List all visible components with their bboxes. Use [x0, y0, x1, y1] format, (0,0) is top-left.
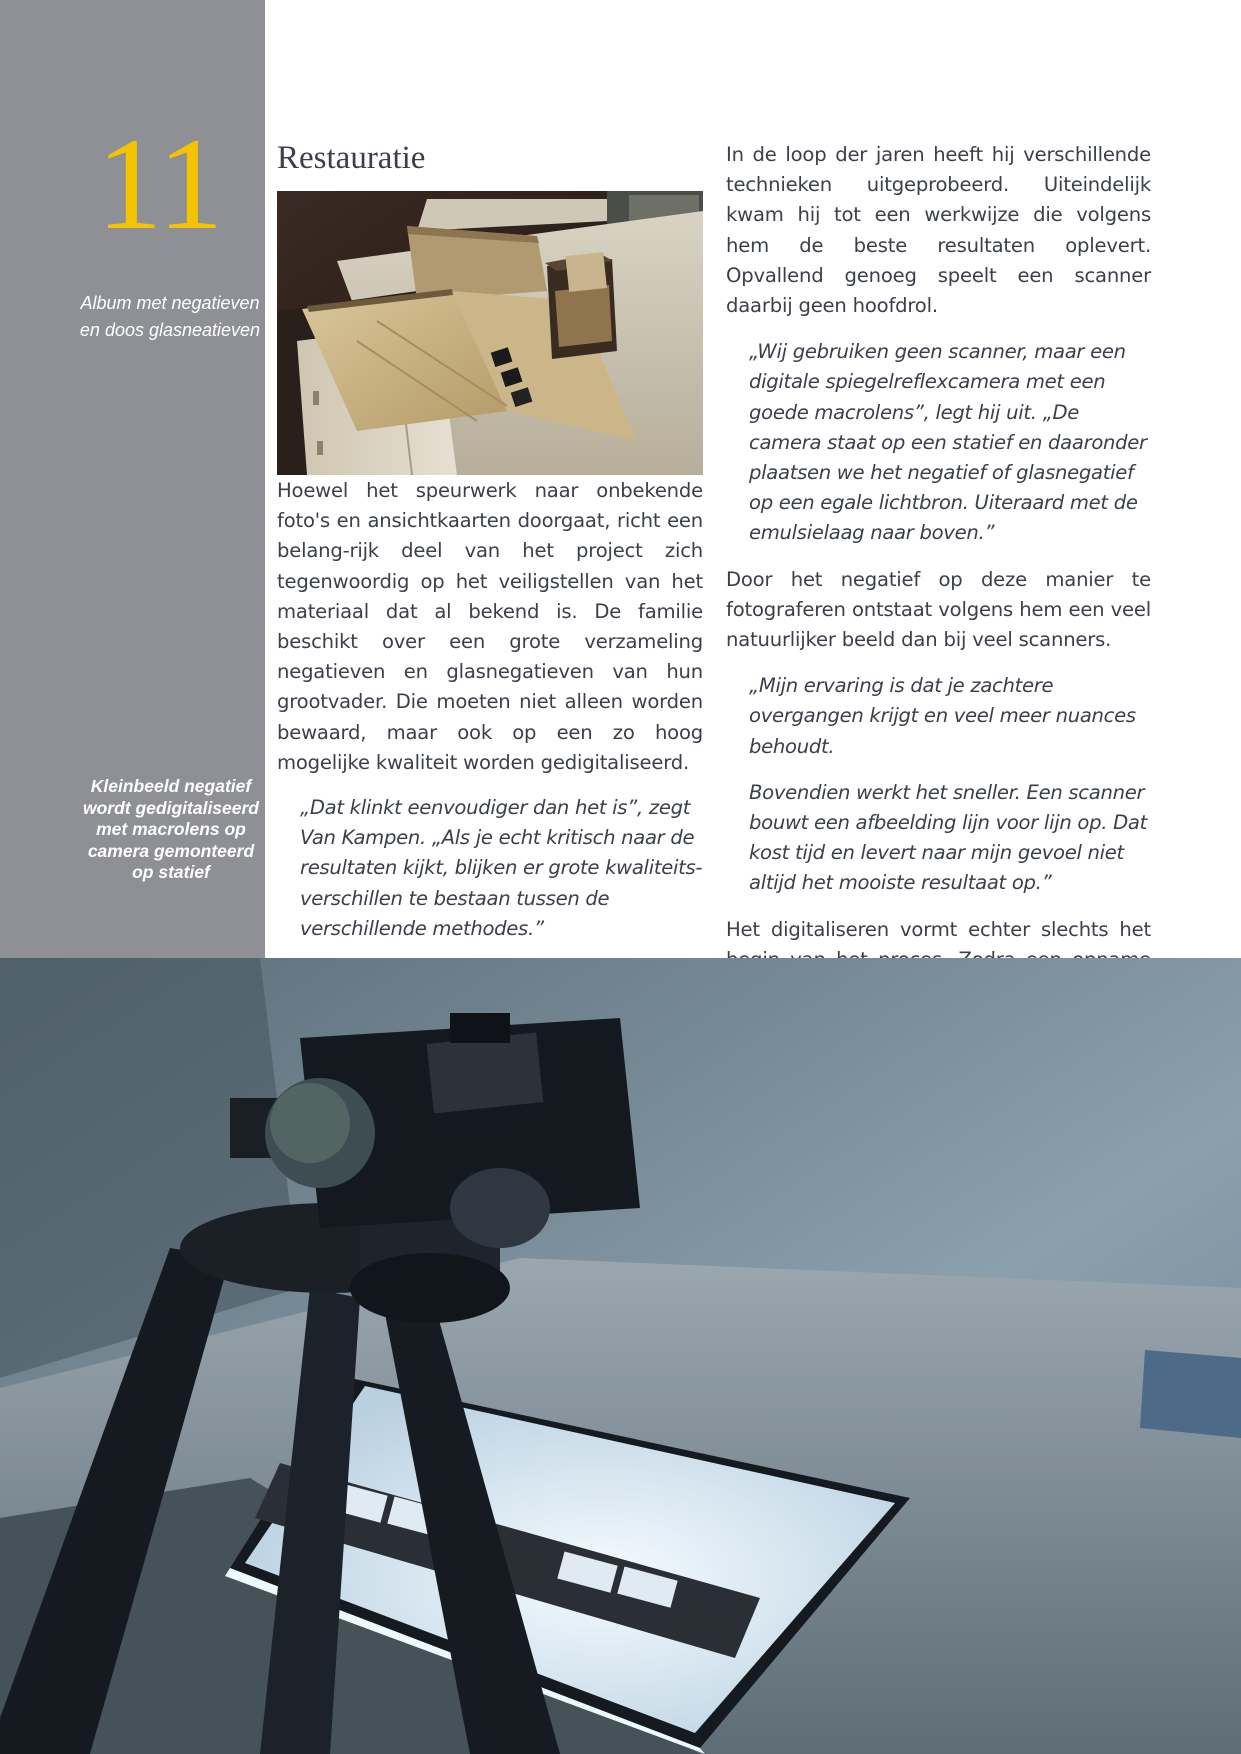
camera-tripod-photo	[0, 958, 1241, 1754]
quote: Bovendien werkt het sneller. Een scanner bouwt een afbeelding lijn voor lijn op. Dat kost tijd en levert naar mijn gevoel niet altijd het mooiste resultaat op.”	[749, 780, 1147, 895]
page-number: 11	[96, 110, 224, 257]
paragraph: Hoewel het speurwerk naar onbekende foto's en ansichtkaarten doorgaat, richt een belang-rijk deel van het project zich tegenwoordig op het veiligstellen van het materiaal dat al bekend is. De familie beschikt over een grote verzameling negatieven en glasnegatieven van hun grootvader. Die moeten niet alleen worden bewaard, maar ook op een zo hoog mogelijke kwaliteit worden gedigitaliseerd.	[277, 479, 703, 774]
text-column-right	[726, 140, 1151, 1051]
section-title: Restauratie	[277, 140, 426, 176]
photo-caption-digitizing: Kleinbeeld negatief wordt gedigitaliseerd met macrolens op camera gemonteerd op statief	[83, 776, 259, 882]
quote: „Wij gebruiken geen scanner, maar een digitale spiegelreflexcamera met een goede macrolens”, legt hij uit. „De camera staat op een statief en daaronder plaatsen we het negatief of glasnegatief op een egale lichtbron. Uiteraard met de emulsielaag naar boven.”	[749, 340, 1147, 545]
album-photo	[277, 191, 703, 475]
quote: „Mijn ervaring is dat je zachtere overgangen krijgt en veel meer nuances behoudt.	[749, 674, 1136, 758]
paragraph: Door het negatief op deze manier te fotograferen ontstaat volgens hem een veel natuurlijker beeld dan bij veel scanners.	[726, 567, 1151, 652]
photo-caption-album: Album met negatieven en doos glasneatieven	[79, 293, 261, 340]
paragraph: In de loop der jaren heeft hij verschillende technieken uitgeprobeerd. Uiteindelijk kwam hij tot een werkwijze die volgens hem de beste resultaten oplevert. Opvallend genoeg speelt een scanner daarbij geen hoofdrol.	[726, 143, 1151, 318]
quote: „Dat klinkt eenvoudiger dan het is”, zegt Van Kampen. „Als je echt kritisch naar de resultaten kijkt, blijken er grote kwaliteits-verschillen te bestaan tussen de verschillende methodes.”	[300, 796, 703, 940]
paragraph: Het digitaliseren vormt echter slechts het	[726, 917, 1151, 941]
text-column-left	[277, 476, 703, 959]
